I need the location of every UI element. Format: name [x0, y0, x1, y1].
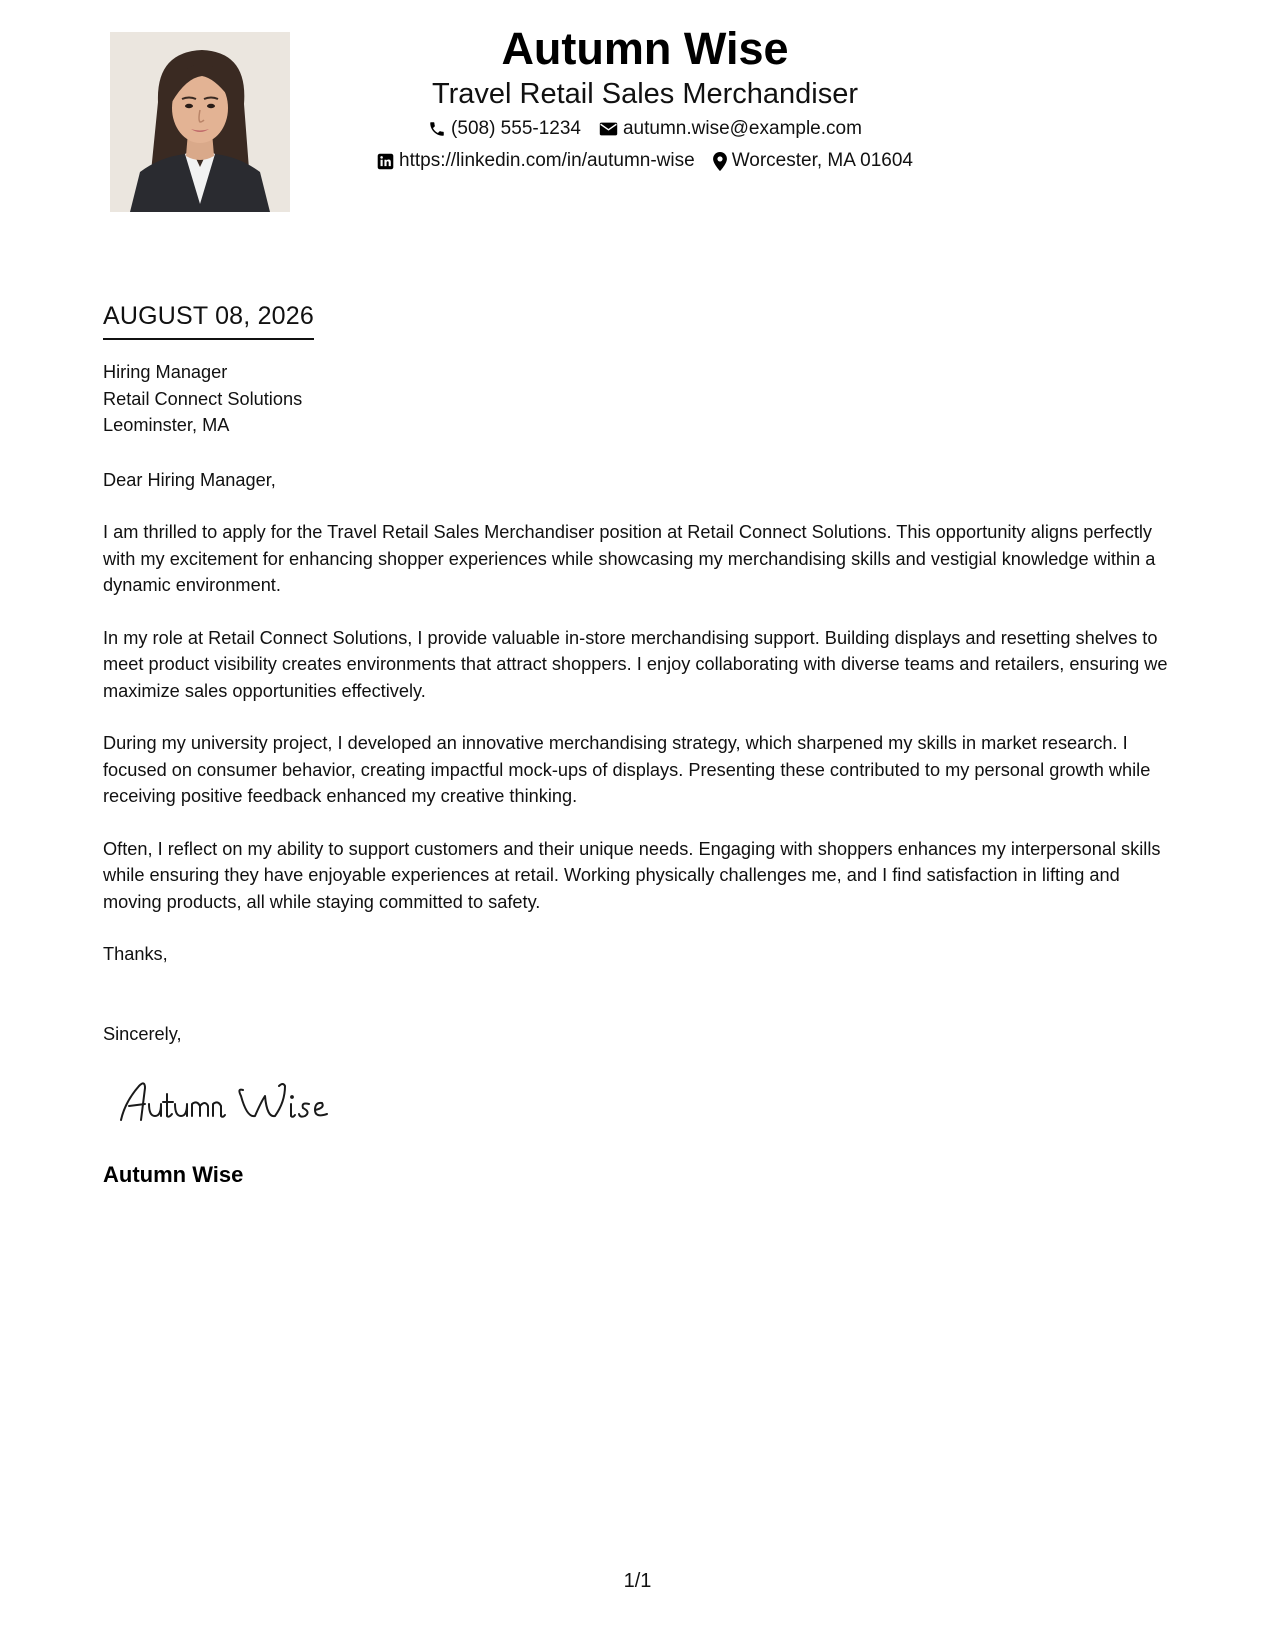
salutation: Dear Hiring Manager, [103, 469, 276, 490]
signer-name: Autumn Wise [103, 1162, 244, 1187]
applicant-name: Autumn Wise [501, 23, 789, 74]
email-contact [599, 114, 862, 144]
page-number: 1/1 [623, 1570, 652, 1592]
body-paragraph: Often, I reflect on my ability to support customers and their unique needs. Engaging with shoppers enhances my interpersonal skills while ensuring they have enjoyable experiences at retail. Working physically challenges me, and I find satisfaction in lifting and moving products, all while staying committed to safety. [103, 838, 1161, 912]
envelope-icon [599, 121, 618, 137]
body-paragraph: In my role at Retail Connect Solutions, I provide valuable in-store merchandising support. Building displays and resetting shelves to meet product visibility creates environments that attract shoppers. I enjoy collaborating with diverse teams and retailers, ensuring we maximize sales opportunities effectively. [103, 627, 1168, 701]
profile-photo [110, 32, 290, 212]
contact-row-secondary [300, 146, 990, 176]
letter-body [103, 359, 1178, 1047]
map-marker-icon [713, 152, 727, 171]
email-address[interactable]: autumn.wise@example.com [622, 118, 862, 139]
recipient-line: Hiring Manager [103, 362, 228, 382]
date-block [103, 300, 314, 340]
recipient-line: Leominster, MA [103, 415, 230, 435]
linkedin-icon [377, 153, 394, 170]
thanks-line: Thanks, [103, 944, 168, 964]
letter-date: AUGUST 08, 2026 [103, 300, 314, 340]
recipient-line: Retail Connect Solutions [103, 388, 303, 409]
location-text: Worcester, MA 01604 [731, 150, 913, 171]
body-paragraph: During my university project, I developed an innovative merchandising strategy, which sharpened my skills in market research. I focused on consumer behavior, creating impactful mock-ups of displays. Presenting these contributed to my personal growth while receiving positive feedback enhanced my creative thinking. [103, 733, 1151, 806]
header [300, 22, 990, 176]
job-title: Travel Retail Sales Merchandiser [431, 78, 859, 110]
phone-contact [428, 114, 581, 144]
body-paragraph: I am thrilled to apply for the Travel Retail Sales Merchandiser position at Retail Connect Solutions. This opportunity aligns perfectly with my excitement for enhancing shopper experiences while showcasing my merchandising skills and vestigial knowledge within a dynamic environment. [103, 522, 1156, 595]
linkedin-url[interactable]: https://linkedin.com/in/autumn-wise [399, 150, 695, 171]
contact-row-primary [300, 114, 990, 144]
phone-number[interactable]: (508) 555-1234 [451, 118, 581, 139]
recipient-address [103, 359, 1178, 439]
location-contact [713, 146, 913, 176]
linkedin-contact [377, 146, 695, 176]
phone-icon [428, 120, 446, 138]
handwritten-signature [115, 1072, 355, 1132]
closing-line: Sincerely, [103, 1023, 182, 1044]
